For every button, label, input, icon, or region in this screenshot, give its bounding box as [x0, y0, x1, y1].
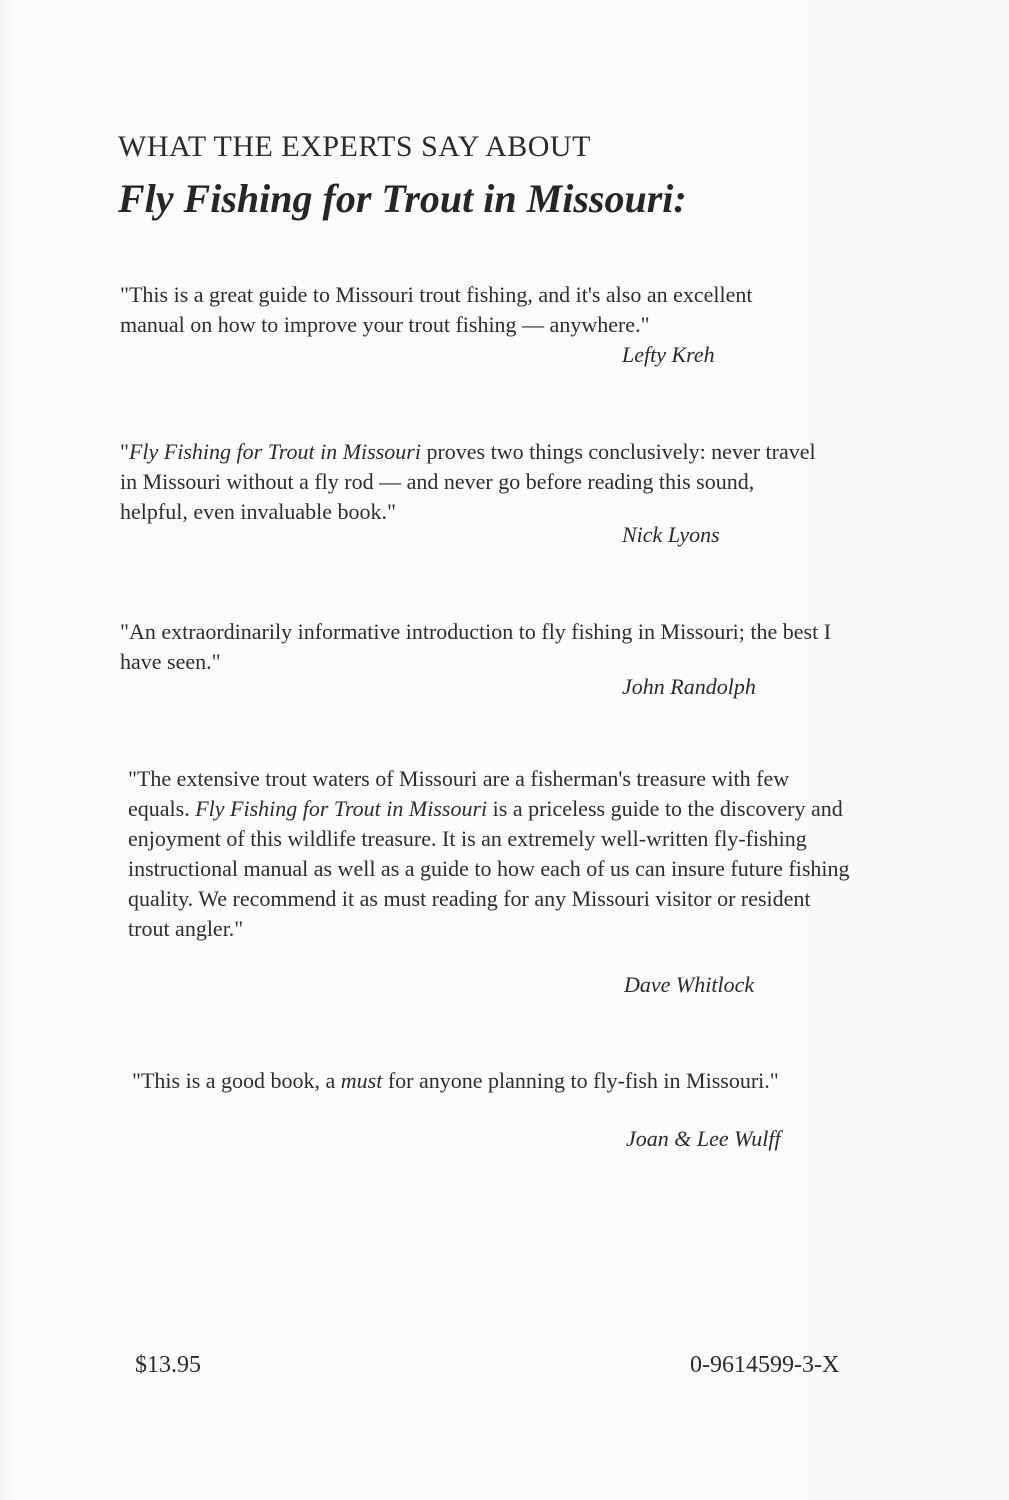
- quote-text-end: is a priceless guide to the discovery and enjoyment of this wildlife treasure. It is an extremely well-written fly-fishing instructional manual as well as a guide to how each of us can insure future fishing quality. We recommend it as must reading for any Missouri visitor or resident trout angler.": [128, 796, 850, 941]
- quote-text-start: "The extensive trout waters of Missouri are a fisherman's treasure with few equals.: [128, 766, 790, 821]
- quote-open-mark: ": [120, 439, 129, 464]
- heading-intro: WHAT THE EXPERTS SAY ABOUT: [118, 130, 591, 163]
- quote-john-randolph: [120, 617, 870, 677]
- quote-author: Lefty Kreh: [622, 342, 715, 367]
- quote-author: Joan & Lee Wulff: [626, 1126, 781, 1151]
- quote-author: Nick Lyons: [622, 522, 720, 547]
- heading-book-title: Fly Fishing for Trout in Missouri:: [118, 176, 687, 221]
- quote-author: John Randolph: [622, 674, 756, 699]
- isbn-label: 0-9614599-3-X: [690, 1352, 840, 1378]
- quote-text-end: for anyone planning to fly-fish in Missouri.": [382, 1068, 779, 1093]
- quote-dave-whitlock: [128, 764, 853, 944]
- quote-text-start: "This is a good book, a: [132, 1068, 341, 1093]
- quote-nick-lyons: [120, 437, 820, 527]
- quote-wulff: [132, 1066, 812, 1096]
- price-label: $13.95: [135, 1352, 201, 1378]
- quote-emphasis: must: [340, 1068, 383, 1093]
- quote-lefty-kreh: [120, 280, 820, 340]
- quote-book-title: Fly Fishing for Trout in Missouri: [195, 796, 488, 821]
- quote-text: "An extraordinarily informative introduction to fly fishing in Missouri; the best I have seen.": [120, 619, 832, 674]
- quote-author: Dave Whitlock: [624, 972, 755, 997]
- quote-text: proves two things conclusively: never travel in Missouri without a fly rod — and never go before reading this sound, helpful, even invaluable book.": [120, 439, 816, 524]
- quote-book-title: Fly Fishing for Trout in Missouri: [128, 439, 421, 464]
- quote-text: "This is a great guide to Missouri trout fishing, and it's also an excellent manual on how to improve your trout fishing — anywhere.": [120, 282, 753, 337]
